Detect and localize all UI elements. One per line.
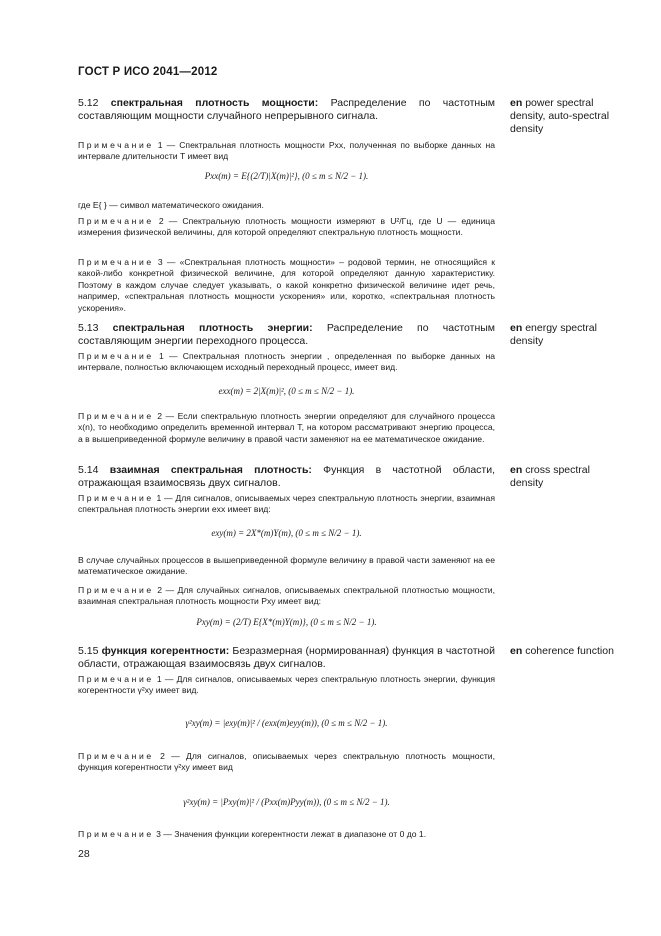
term-definition: [78, 464, 495, 490]
note: [78, 493, 495, 516]
formula: Pxx(m) = E{(2/T)|X(m)|²}, (0 ≤ m ≤ N/2 − 1).: [204, 171, 369, 181]
note: [78, 140, 495, 163]
note-block: [78, 140, 495, 163]
formula-block: [78, 386, 495, 396]
section-5-13: [78, 322, 495, 348]
note: [78, 216, 495, 239]
formula-block: [78, 617, 495, 627]
note-block: [78, 585, 495, 608]
note-block: [78, 493, 495, 516]
note-text: 3 — «Спектральная плотность мощности» – родовой термин, не относящийся к какой-либо конкретной физической величине, для которой определяют данную характеристику. Поэтому в каждом случае следует указывать, о какой конкретно физической величине идет речь, например, «спектральная плотность мощности ускорения» или, коротко, «спектральная плотность ускорения».: [78, 257, 495, 313]
note-text: 1 — Спектральная плотность энергии , определенная по выборке данных на интервале, полностью включающем исходный переходный процесс, имеет вид.: [78, 351, 496, 373]
note: [78, 411, 495, 445]
term-name: спектральная плотность мощности:: [110, 97, 319, 109]
section-5-15: [78, 645, 495, 671]
note-text: В случае случайных процессов в вышеприведенной формуле величину в правой части заменяют на ее математическое ожидание.: [78, 555, 495, 577]
formula: Pxy(m) = (2/T) E{X*(m)Y(m)}, (0 ≤ m ≤ N/2 − 1).: [196, 617, 377, 627]
en-prefix: en: [510, 322, 523, 334]
term-text: Распределение по частотным составляющим энергии переходного процесса.: [78, 322, 496, 347]
note-label: Примечание: [78, 257, 154, 267]
term-definition: [78, 322, 495, 348]
section-number: 5.15: [78, 645, 99, 657]
page-number: 28: [78, 848, 90, 860]
en-term: cross spectral density: [510, 464, 590, 489]
note-block: [78, 829, 495, 840]
note: [78, 751, 495, 774]
note: [78, 585, 495, 608]
note: [78, 351, 495, 374]
section-number: 5.13: [78, 322, 99, 334]
note-label: Примечание: [78, 585, 154, 595]
formula-block: [78, 718, 495, 728]
note-label: Примечание: [78, 829, 154, 839]
en-equivalent-5-15: [510, 645, 625, 658]
note-block: [78, 674, 495, 697]
note: [78, 829, 495, 840]
page-header: ГОСТ Р ИСО 2041—2012: [78, 66, 218, 78]
note-block: [78, 555, 495, 578]
term-name: спектральная плотность энергии:: [112, 322, 313, 334]
term-text: Функция в частотной области, отражающая взаимосвязь двух сигналов.: [78, 464, 496, 489]
note-block: [78, 257, 495, 314]
formula-block: [78, 528, 495, 538]
en-equivalent-5-14: [510, 464, 625, 490]
en-term: energy spectral density: [510, 322, 597, 347]
en-term: power spectral density, auto-spectral density: [510, 97, 610, 135]
note: [78, 674, 495, 697]
note-label: Примечание: [78, 674, 154, 684]
formula: γ²xy(m) = |Pxy(m)|² / (Pxx(m)Pyy(m)), (0 ≤ m ≤ N/2 − 1).: [183, 797, 390, 807]
note-text: 2 — Для сигналов, описываемых через спектральную плотность мощности, функция когерентности γ²xy имеет вид: [78, 751, 495, 773]
note-label: Примечание: [78, 411, 154, 421]
en-term: coherence function: [525, 645, 614, 657]
note-block: [78, 216, 495, 239]
note-label: Примечание: [78, 493, 154, 503]
note-text: 2 — Если спектральную плотность энергии определяют для случайного процесса x(n), то необходимо определить временной интервал T, на котором рассматривают энергию процесса, а в вышеприведенной формуле величину в правой части заменяют на ее математическое ожидание.: [78, 411, 495, 444]
term-text: Распределение по частотным составляющим мощности случайного непрерывного сигнала.: [78, 97, 495, 122]
note-label: Примечание: [78, 216, 154, 226]
formula: exx(m) = 2|X(m)|², (0 ≤ m ≤ N/2 − 1).: [218, 386, 355, 396]
section-5-12: [78, 97, 495, 123]
term-name: взаимная спектральная плотность:: [109, 464, 312, 476]
note: [78, 257, 495, 314]
en-equivalent-5-12: [510, 97, 625, 136]
note-label: Примечание: [78, 751, 154, 761]
note-text: 1 — Для сигналов, описываемых через спектральную плотность энергии, взаимная спектральная плотность энергии exx имеет вид:: [78, 493, 495, 515]
formula-block: [78, 171, 495, 181]
note-block: [78, 411, 495, 445]
term-text: Безразмерная (нормированная) функция в частотной области, отражающая взаимосвязь двух сигналов.: [78, 645, 496, 670]
term-definition: [78, 645, 495, 671]
en-equivalent-5-13: [510, 322, 625, 348]
note-text: 3 — Значения функции когерентности лежат в диапазоне от 0 до 1.: [156, 829, 427, 839]
note-text: где E{ } — символ математического ожидания.: [78, 200, 264, 210]
formula: γ²xy(m) = |exy(m)|² / (exx(m)eyy(m)), (0 ≤ m ≤ N/2 − 1).: [185, 718, 388, 728]
note-text: 1 — Спектральная плотность мощности Pxx, полученная по выборке данных на интервале длительности T имеет вид: [78, 140, 495, 162]
term-definition: [78, 97, 495, 123]
note-block: [78, 200, 495, 211]
note-label: Примечание: [78, 351, 154, 361]
section-5-14: [78, 464, 495, 490]
section-number: 5.12: [78, 97, 99, 109]
en-prefix: en: [510, 97, 523, 109]
note-block: [78, 351, 495, 374]
formula: exy(m) = 2X*(m)Y(m), (0 ≤ m ≤ N/2 − 1).: [211, 528, 362, 538]
formula-block: [78, 797, 495, 807]
en-prefix: en: [510, 464, 523, 476]
en-prefix: en: [510, 645, 523, 657]
note-text: 2 — Для случайных сигналов, описываемых спектральной плотностью мощности, взаимная спектральная плотность мощности Pxy имеет вид:: [78, 585, 495, 607]
note-block: [78, 751, 495, 774]
section-number: 5.14: [78, 464, 99, 476]
note-text: 2 — Спектральную плотность мощности измеряют в U²/Гц, где U — единица измерения физической величины, для которой определяют спектральную плотность мощности.: [78, 216, 495, 238]
term-name: функция когерентности:: [101, 645, 230, 657]
note-text: 1 — Для сигналов, описываемых через спектральную плотность энергии, функция когерентности γ²xy имеет вид.: [78, 674, 495, 696]
note-label: Примечание: [78, 140, 154, 150]
